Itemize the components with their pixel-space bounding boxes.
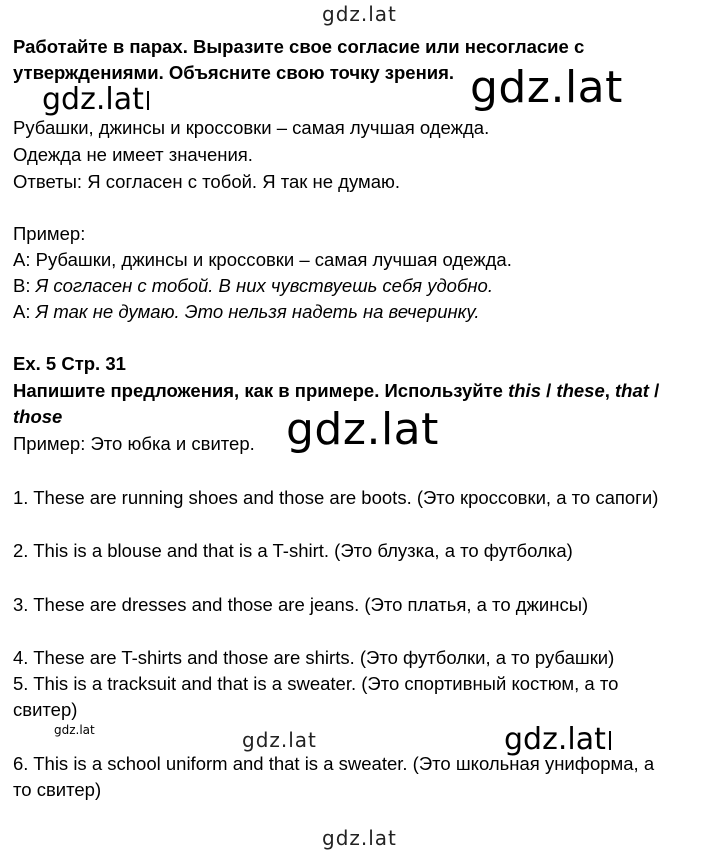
answer-item-5-cont: свитер) [13, 699, 78, 720]
task5-instruction-cont: those [13, 406, 63, 427]
task4-heading-line1: Работайте в парах. Выразите свое согласие или несогласие с [13, 36, 585, 57]
watermark-right-bottom: gdz.lat [504, 722, 611, 757]
answer-item-5: 5. This is a tracksuit and that is a sweater. (Это спортивный костюм, а то [13, 673, 619, 694]
watermark-top: gdz.lat [322, 2, 397, 26]
answer-item-6: 6. This is a school uniform and that is a sweater. (Это школьная униформа, а [13, 753, 655, 774]
task4-statement1: Рубашки, джинсы и кроссовки – самая лучшая одежда. [13, 117, 490, 138]
watermark-center: gdz.lat [286, 404, 439, 455]
task4-dialogue-a2: А: Я так не думаю. Это нельзя надеть на вечеринку. [13, 301, 480, 322]
task4-statement2: Одежда не имеет значения. [13, 144, 253, 165]
task4-dialogue-b: В: Я согласен с тобой. В них чувствуешь себя удобно. [13, 275, 493, 296]
task5-example: Пример: Это юбка и свитер. [13, 433, 255, 454]
watermark-tiny: gdz.lat [54, 723, 95, 737]
task4-answers: Ответы: Я согласен с тобой. Я так не думаю. [13, 171, 401, 192]
task4-example-label: Пример: [13, 223, 86, 244]
task4-heading-line2: утверждениями. Объясните свою точку зрения. [13, 62, 455, 83]
watermark-bottom: gdz.lat [322, 826, 397, 850]
answer-item-2: 2. This is a blouse and that is a T-shirt. (Это блузка, а то футболка) [13, 540, 573, 561]
watermark-big-right: gdz.lat [470, 62, 623, 113]
answer-item-4: 4. These are T-shirts and those are shirts. (Это футболки, а то рубашки) [13, 647, 615, 668]
answer-item-3: 3. These are dresses and those are jeans. (Это платья, а то джинсы) [13, 594, 589, 615]
answer-item-1: 1. These are running shoes and those are boots. (Это кроссовки, а то сапоги) [13, 487, 659, 508]
watermark-mid-left: gdz.lat [42, 82, 149, 117]
answer-item-6-cont: то свитер) [13, 779, 102, 800]
task5-title: Ex. 5 Стр. 31 [13, 353, 126, 374]
watermark-small-mid: gdz.lat [242, 728, 317, 752]
task4-dialogue-a1: А: Рубашки, джинсы и кроссовки – самая лучшая одежда. [13, 249, 512, 270]
task5-instruction: Напишите предложения, как в примере. Используйте this / these, that / [13, 380, 660, 401]
